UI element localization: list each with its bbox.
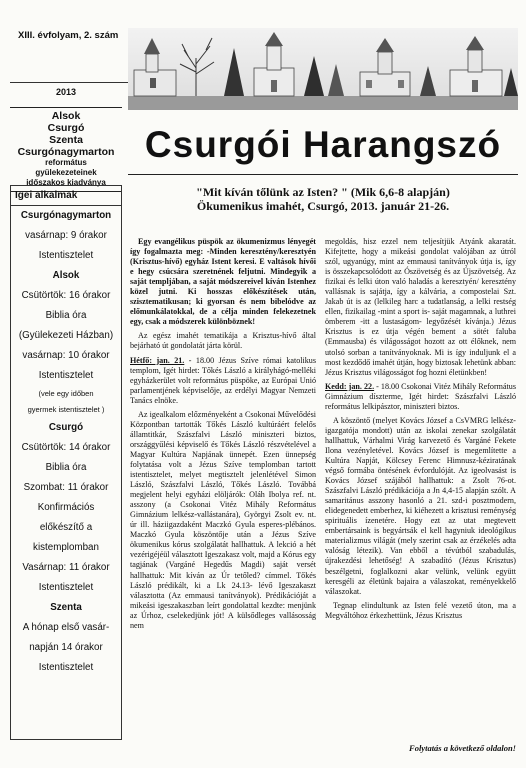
article-column-right: [325, 237, 516, 625]
publisher-description: időszakos kiadványa: [26, 178, 106, 187]
sidebar-schedule-line: gyermek istentisztelet ): [27, 405, 105, 414]
sidebar-schedule-line: napján 14 órakor: [29, 642, 103, 653]
day-label-monday: Hétfő: jan. 21.: [130, 355, 185, 365]
publisher-location: Szenta: [49, 134, 83, 146]
sidebar-schedule-line: Istentisztelet: [38, 582, 94, 593]
article-subtitle-line-1: "Mit kíván tőlünk az Isten? " (Mik 6,6-8 alapján): [196, 185, 450, 199]
churches-photo: [128, 28, 518, 110]
article-paragraph-text: - 18.00 Jézus Szíve római katolikus templom, Igét hirdet: Tőkés László a királyhágó-melléki egyházkerület volt református püspöke, az Európai Unió parlamentjének képviselője, az erdélyi Magyar Nemzeti Tanács elnöke.: [130, 355, 316, 405]
continued-note: Folytatás a következő oldalon!: [409, 743, 516, 753]
article-paragraph: Az egész imahét tematikája a Krisztus-hívő által bejárható út gondolatát járta körül.: [130, 331, 316, 351]
article-paragraph-text: - 18.00 Csokonai Vitéz Mihály Református Gimnázium díszterme, Igét hirdet: Szászfalvi László református lelkipásztor, miniszteri biztos.: [325, 381, 516, 411]
article-column-left: [130, 237, 316, 635]
sidebar-location: Csurgónagymarton: [20, 210, 112, 221]
sidebar-location: Alsok: [52, 270, 80, 281]
sidebar-location: Szenta: [50, 602, 82, 613]
sidebar-schedule-line: Csütörtök: 16 órakor: [21, 290, 111, 301]
sidebar-schedule-line: előkészítő a: [39, 522, 93, 533]
publisher-description: gyülekezeteinek: [35, 168, 97, 177]
article-paragraph: megoldás, hisz ezzel nem teljesítjük Atyánk akaratát. Kifejtette, hogy a mikeási gondolat valójában az útról szól, ugyanúgy, mint az emmausi tanítványok útja is, így is összekapcsolódott az Ószövetség és az Újszövetség. Az fizikai és lelki úton való haladás a keresztyén/ keresztény vallásnak is sajátja, így a kálvária, a compostelai Szt. Jakab út is az (lelkileg harc a tudatlanság, a lelki restség ellen, fizikailag -mint a sport is- saját magamnak, a luthrei ömberem -itt a lustaságom- legyőzését kívánja.) Jézus Krisztus is ez útja végén bement a sötét faluba (Emmausba) és világosságot hozott az ott élőknek, nem utolsó sorban a tanítványoknak. Mi is így induljunk el a most kezdődő imahét útján, hogy biztosak lehetünk abban: Jézus Krisztus világosságot fog hozni életünkben!: [325, 237, 516, 377]
publisher-location: Alsok: [51, 110, 81, 122]
sidebar-schedule-line: Vasárnap: 11 órakor: [22, 562, 110, 573]
issue-number: XIII. évfolyam, 2. szám: [18, 30, 119, 41]
article-intro: Egy evangélikus püspök az ökumenizmus lényegét így fogalmazta meg: -Minden keresztény/keresztyén (Krisztus-hívő) egyház Istent keresi. E valtások hívői e hegy csúcsára szeretnének feljutni. Mindegyik a saját templjában, a saját módszereivel kíván Istenhez közel jutni. Ki hosszas előkészítések után, szisztematikusan; ki gyorsan és nem bibelódve az előmunkálatokkal, de a célja minden felekezetnek egy, csak a módszerek különböznek!: [130, 237, 316, 327]
article-paragraph: [325, 382, 516, 412]
sidebar-schedule-line: (vele egy időben: [38, 389, 94, 398]
publisher-location: Csurgónagymarton: [17, 146, 115, 158]
sidebar-schedule-line: Biblia óra: [45, 310, 87, 321]
sidebar-schedule-line: Biblia óra: [45, 462, 87, 473]
publisher-box: [10, 107, 122, 192]
services-sidebar: [10, 185, 122, 740]
sidebar-lines: [11, 206, 121, 678]
sidebar-schedule-line: kistemplomban: [33, 542, 99, 553]
article-paragraph: Tegnap elindultunk az Isten felé vezető úton, ma a Megváltóhoz érkezhettünk, Jézus Krisztus: [325, 600, 516, 620]
publisher-description: református: [45, 158, 87, 167]
publisher-location: Csurgó: [47, 122, 85, 134]
newspaper-title: Csurgói Harangszó: [144, 124, 502, 165]
article-paragraph: [130, 356, 316, 406]
sidebar-schedule-line: Csütörtök: 14 órakor: [21, 442, 111, 453]
sidebar-heading: Igei alkalmak: [11, 186, 121, 206]
sidebar-schedule-line: A hónap első vasár-: [22, 622, 110, 633]
article-subtitle-line-2: Ökumenikus imahét, Csurgó, 2013. január 21-26.: [196, 199, 450, 213]
sidebar-schedule-line: Istentisztelet: [38, 370, 94, 381]
title-divider: [128, 174, 518, 175]
article-paragraph: A köszöntő (melyet Kovács József a CsVMRG lelkész-igazgatója mondott) után az iskolai zenekar szolgálatát hallhattuk, Várhalmi Virág karvezető és Vargáné Fekete Ilona vezényletével. Kovács József is megemlítette a Kultúra Napját, Kölcsey Ferenc Himnusz-kéziratának végső formába öntésének évfordulóját. Az igeolvasást is Kovács József szájából hallhattuk: a Zsolt 76-ot. Szászfalvi László prédikációja a Jn 4,4-15 alapján szólt. A samaritánus asszony hasonló a 21. szd-i posztmodern, elidegenedett emberhez, ki kiéhezett a krisztusi reménység spirituális ízenetére. Hogy ezt az utat megtevett embertársaink is begyártsák el kell hagyniuk ideológikus materializmus világát (mely szerint csak az érzékelés adta valóság létezik). Van ebből a tévútból szabadulás, újrakezdési lehetőség! A szabadító (Jézus Krisztus) beszélgetni, foglalkozni akar velünk, velünk együtt keresgéli az életünk bajaira a válaszokat, reményekkelő válaszokat.: [325, 415, 516, 596]
sidebar-schedule-line: vasárnap: 9 órakor: [25, 230, 107, 241]
sidebar-schedule-line: Szombat: 11 órakor: [23, 482, 109, 493]
sidebar-schedule-line: (Gyülekezeti Házban): [18, 330, 114, 341]
sidebar-schedule-line: Istentisztelet: [38, 250, 94, 261]
article-subtitle: [128, 185, 518, 213]
sidebar-schedule-line: vasárnap: 10 órakor: [22, 350, 110, 361]
day-label-tuesday: Kedd: jan. 22.: [325, 381, 375, 391]
year-label: 2013: [55, 87, 77, 97]
sidebar-schedule-line: Konfirmációs: [37, 502, 95, 513]
article-paragraph: Az igealkalom előzményeként a Csokonai Művelődési Központban tartották Tőkés László kultúráért felelős államtitkár, Szászfalvi László miniszteri biztos, országgyűlési képviselő és Tőkés László részvételével a Magyar Kultúra Napjának ünnepét. Ezen ünnepség folytatása volt a Jézus Szíve templomban tartott istentisztelet, melyet megtisztelt jelenlétével Simon László, Szászfalvi László, Tőkés László. Továbbá megjelent helyi egyházi elöljárók: Oláh Ibolya ref. nt. asszony (a Csokonai Vitéz Mihály Református Gimnázium lelkész-vallástanára), Györgyi Zsolt ev. nt. úr ill. háziigazdaként Maczkó Gyula esperes-plébános. Maczkó Gyula köszöntője után a Jézus Szíve ökumenikus kórus szolgálatát hallhattuk. A lekció a hét vezérigéjéül választott Igeszakasz volt, majd a Kórus egy tagjának (Vargáné Hegedűs Magdi) saját versét hallhattuk: Mit kíván az Úr tetőled? címmel. Tőkés László prédikált, ki a Lk 24.13- lévő Igeszakaszt választotta (Az emmausi tanítványok). Prédikációját a mikeási igeszakaszban leírt gondolattal kezdte: menjünk az Úrhoz, cselekedjünk jót! A külsődleges vallásosság nem: [130, 409, 316, 630]
sidebar-schedule-line: Istentisztelet: [38, 662, 94, 673]
sidebar-location: Csurgó: [48, 422, 84, 433]
